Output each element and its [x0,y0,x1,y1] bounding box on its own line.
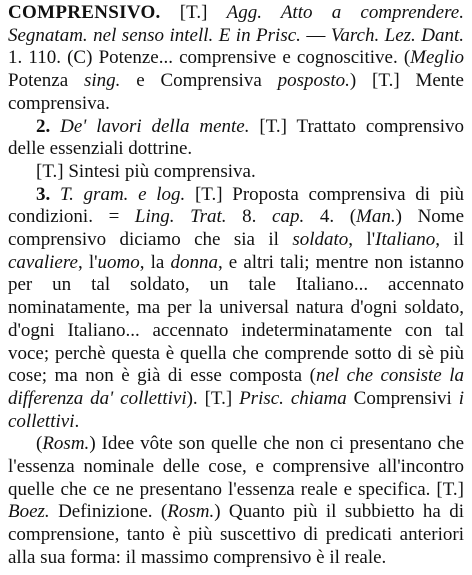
text-run: e Comprensiva [120,70,278,92]
italic-run: cavaliere [8,251,78,273]
italic-run: De' lavori della mente. [60,115,250,137]
italic-run: Prisc. chiama [239,387,347,409]
text-run: — [300,24,331,46]
entry-sense-2 [8,116,464,161]
italic-run: Meglio [410,47,464,69]
text-run: Comprensivi [346,387,459,409]
text-run: , il [435,229,464,251]
italic-run: i collettivi [8,387,464,432]
citation-source: Ling. Trat. [134,206,227,228]
sense-number: 2. [36,115,51,137]
text-run: ) [T.] Mente comprensiva. [8,70,464,114]
text-run [50,116,60,137]
text-run: , l' [348,229,376,251]
italic-run: Agg. Atto a comprendere. Segnatam. nel senso intell. E in Prisc. [8,2,464,46]
text-run: ) Nome comprensivo diciamo che sia il [8,206,465,251]
italic-run: sing. [83,70,121,92]
italic-run: Italiano [375,229,436,251]
text-run: . [74,410,80,432]
text-run [50,184,60,205]
italic-run: donna [170,251,218,273]
italic-run: nel che consiste la differenza da' collettivi [8,365,464,409]
entry-sense-main [8,2,464,116]
italic-run: T. gram. e log. [59,183,186,205]
citation-source: Rosm. [42,433,90,455]
text-run: Potenza [8,70,84,92]
text-run: 8. [226,206,273,228]
citation-source: Boez. [8,501,50,523]
italic-run: cap. [272,206,305,228]
citation-source: Rosm. [167,501,215,523]
italic-run: Man. [356,206,396,228]
citation-source: Varch. Lez. Dant. [330,24,465,46]
entry-sense-2-sub [8,161,464,184]
italic-run: soldato [292,229,349,251]
entry-headword: COMPRENSIVO. [8,2,161,23]
text-run: 1. 110. (C) Potenze... comprensive e cognoscitive. ( [8,47,411,69]
text-run: [T.] Sintesi più comprensiva. [36,160,256,182]
text-run: , l' [77,251,98,273]
italic-run: posposto. [277,70,350,92]
text-run: ). [T.] [186,387,240,409]
italic-run: uomo [97,251,140,273]
text-run: [T.] Trattato comprensivo delle essenziali dottrine. [8,115,465,160]
text-run: [T.] Proposta comprensiva di più condizioni. = [8,183,464,228]
text-run: ) Quanto più il subbietto ha di comprensione, tanto è più suscettivo di predicati anteriori alla sua forma: il massimo comprensivo è il reale. [8,501,464,568]
entry-sense-3-sub [8,433,464,569]
entry-sense-3 [8,184,464,434]
sense-number: 3. [36,183,51,205]
text-run: , e altri tali; mentre non istanno per un tal soldato, un tale Italiano... accennato nominatamente, ma per la universal natura d'ogni soldato, d'ogni Italiano... accennato indeterminatamente con tal voce; perchè questa è quella che comprende sotto di sè più cose; ma non è già di esse composta ( [8,251,465,387]
text-run: , la [139,251,171,273]
text-run: [T.] [160,2,227,23]
text-run: ( [36,433,43,455]
text-run: 4. ( [304,206,357,228]
text-run: Definizione. ( [49,501,168,523]
text-run: ) Idee vôte son quelle che non ci presentano che l'essenza nominale delle cose, e comprensive all'incontro quelle che ce ne presentano l'essenza reale e specifica. [T.] [8,433,464,500]
